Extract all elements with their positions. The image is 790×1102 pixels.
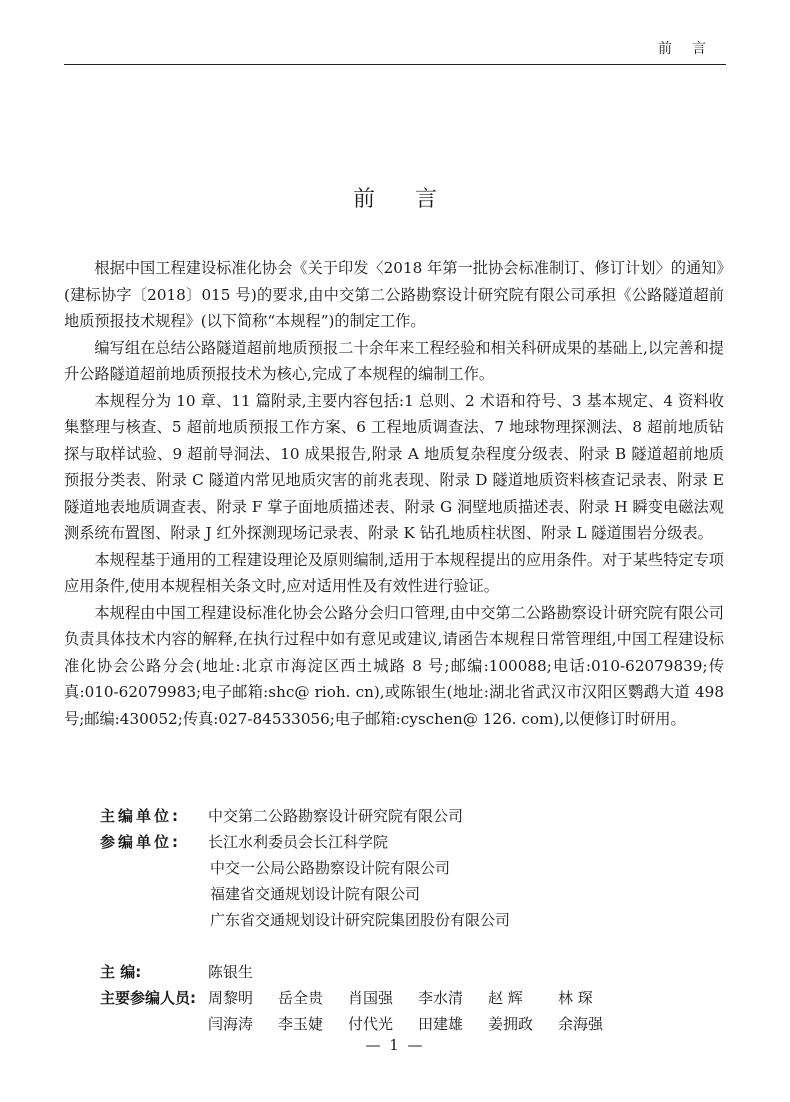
participant-name: 林 琛 [558,989,593,1007]
participating-organization-value: 福建省交通规划设计院有限公司 [210,885,421,903]
participant-name: 赵 辉 [488,989,523,1007]
participant-name: 闫海涛 [208,1015,254,1033]
chief-editor-label: 主 编: [100,963,142,981]
participating-organization-value: 长江水利委员会长江科学院 [208,833,389,851]
chief-organization-label: 主编单位: [100,807,181,825]
paragraph-2: 编写组在总结公路隧道超前地质预报二十余年来工程经验和相关科研成果的基础上,以完善和提升公路隧道超前地质预报技术为核心,完成了本规程的编制工作。 [64,338,724,383]
participating-organization-label: 参编单位: [100,833,181,851]
page-number: — 1 — [365,1036,425,1054]
participants-row-2 [100,1011,700,1037]
page-title: 前言 [352,187,477,212]
participants-row [100,985,700,1011]
participants-label: 主要参编人员: [100,989,196,1007]
paragraph-5: 本规程由中国工程建设标准化协会公路分会归口管理,由中交第二公路勘察设计研究院有限公司负责具体技术内容的解释,在执行过程中如有意见或建议,请函告本规程日常管理组,中国工程建设标准化协会公路分会(地址:北京市海淀区西土城路 8 号;邮编:100088;电话:010-62079839;传真:010-62079983;电子邮箱:shc@ rioh. cn),或陈银生(地址:湖北省武汉市汉阳区鹦鹉大道 498 号;邮编:430052;传真:027-84533056;电子邮箱:cyschen@ 126. com),以便修订时研用。 [64,603,724,728]
participants-names [208,985,628,1011]
participant-name: 田建雄 [418,1015,464,1033]
paragraph-1: 根据中国工程建设标准化协会《关于印发〈2018 年第一批协会标准制订、修订计划〉的通知》(建标协字〔2018〕015 号)的要求,由中交第二公路勘察设计研究院有限公司承担《公路隧道超前地质预报技术规程》(以下简称“本规程”)的制定工作。 [64,259,724,330]
chief-organization-value: 中交第二公路勘察设计研究院有限公司 [208,807,464,825]
participant-name: 姜拥政 [488,1015,534,1033]
participant-name: 肖国强 [348,989,394,1007]
participating-organization-value: 中交一公局公路勘察设计院有限公司 [210,859,451,877]
header-rule [64,64,726,65]
participant-name: 余海强 [558,1015,604,1033]
participant-name: 付代光 [348,1015,394,1033]
paragraph-4: 本规程基于通用的工程建设理论及原则编制,适用于本规程提出的应用条件。对于某些特定专项应用条件,使用本规程相关条文时,应对适用性及有效性进行验证。 [64,550,724,595]
participant-name: 李玉婕 [278,1015,324,1033]
participant-name: 李水清 [418,989,464,1007]
participating-organization-value: 广东省交通规划设计研究院集团股份有限公司 [210,911,511,929]
chief-editor-row [100,959,700,985]
participants-names [208,1011,628,1037]
people-block [100,959,700,1037]
preface-body [64,255,724,732]
chief-editor-name: 陈银生 [208,963,254,981]
participating-organization-row [100,829,700,855]
running-header: 前言 [658,41,726,57]
participant-name: 岳全贵 [278,989,324,1007]
participant-name: 周黎明 [208,989,254,1007]
paragraph-3: 本规程分为 10 章、11 篇附录,主要内容包括:1 总则、2 术语和符号、3 基本规定、4 资料收集整理与核查、5 超前地质预报工作方案、6 工程地质调查法、7 地球物理探测法、8 超前地质钻探与取样试验、9 超前导洞法、10 成果报告,附录 A 地质复杂程度分级表、附录 B 隧道超前地质预报分类表、附录 C 隧道内常见地质灾害的前兆表现、附录 D 隧道地质资料核查记录表、附录 E 隧道地表地质调查表、附录 F 掌子面地质描述表、附录 G 洞壁地质描述表、附录 H 瞬变电磁法观测系统布置图、附录 J 红外探测现场记录表、附录 K 钻孔地质柱状图、附录 L 隧道围岩分级表。 [64,391,724,542]
organizations-block [100,803,700,933]
chief-organization-row [100,803,700,829]
